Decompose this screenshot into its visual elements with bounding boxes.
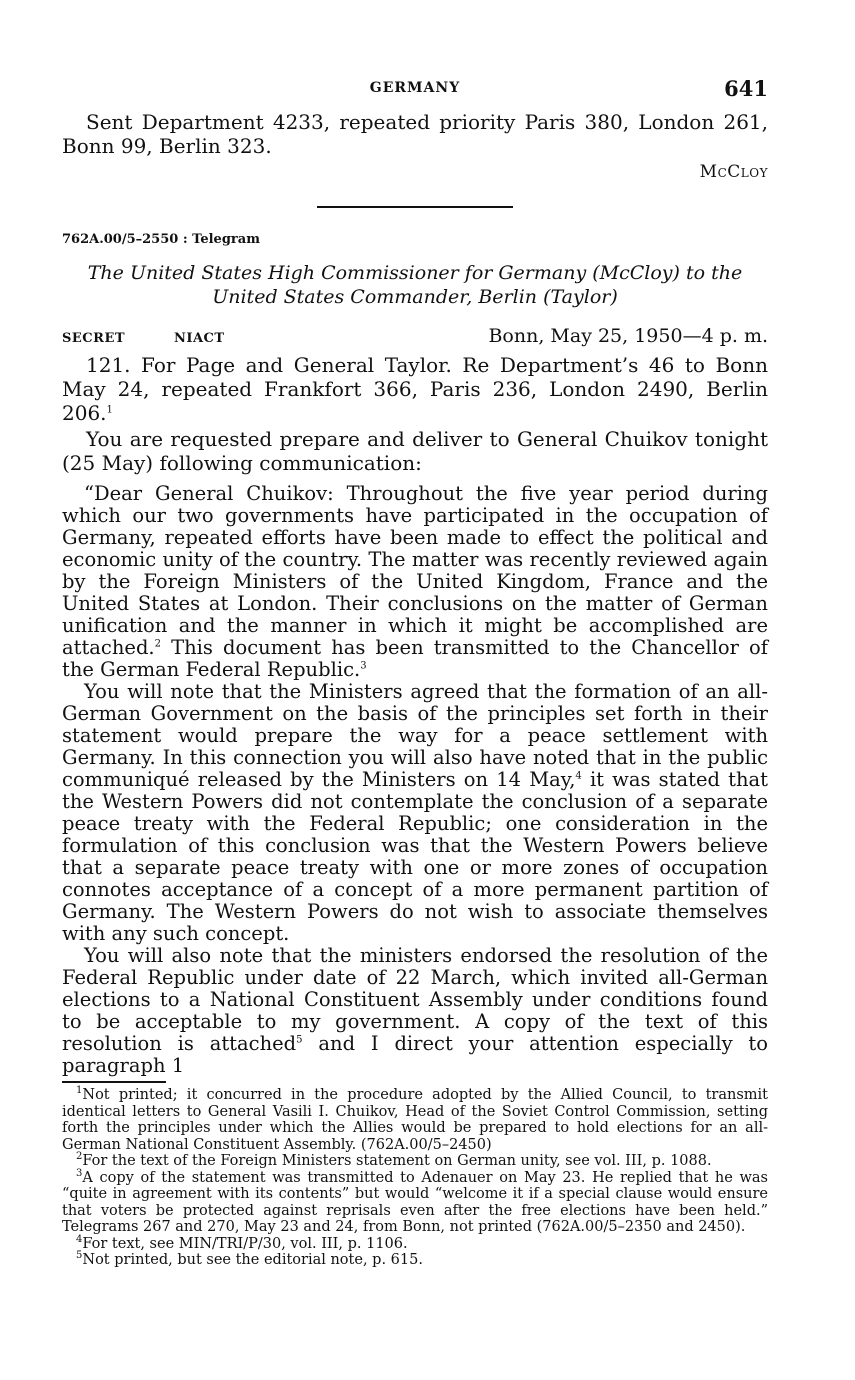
footnote-ref-1[interactable]: 1 (106, 404, 113, 416)
footnote-number: 1 (76, 1085, 83, 1097)
footnote-ref-3[interactable]: 3 (360, 660, 367, 672)
footnote-text: Not printed; it concurred in the procedure adopted by the Allied Council, to transmit identical letters to General Vasili I. Chuikov, Head of the Soviet Control Commission, setting forth the principles under which the Allies would be prepared to hold elections for an all-German National Constituent Assembly. (762A.00/5–2450) (62, 1087, 768, 1153)
footnote-number: 3 (76, 1167, 83, 1179)
body-paragraph-2: You are requested prepare and deliver to General Chuikov tonight (25 May) following communication: (62, 427, 768, 475)
section-divider (317, 206, 513, 208)
document-page (62, 74, 768, 1269)
document-title: The United States High Commissioner for Germany (McCloy) to the United States Commander, Berlin (Taylor) (87, 262, 743, 308)
footnote-number: 4 (76, 1233, 83, 1245)
footnote-text: Not printed, but see the editorial note, p. 615. (82, 1252, 423, 1268)
footnote-3 (62, 1167, 768, 1236)
footnote-divider (62, 1081, 166, 1083)
footnote-text: A copy of the statement was transmitted to Adenauer on May 23. He replied that he was “quite in agreement with its contents” but would “welcome it if a special clause would ensure that voters be protected against reprisals even after the free elections have been held.” Telegrams 267 and 270, May 23 and 24, from Bonn, not printed (762A.00/5–2350 and 2450). (62, 1169, 768, 1235)
quote-paragraph-1 (62, 483, 768, 681)
body-paragraph-1-text: 121. For Page and General Taylor. Re Department’s 46 to Bonn May 24, repeated Frankfort 366, Paris 236, London 2490, Berlin 206. (62, 353, 768, 425)
quote-paragraph-1-text: “Dear General Chuikov: Throughout the five year period during which our two governments have participated in the occupation of Germany, repeated efforts have been made to effect the political and economic unity of the country. The matter was recently reviewed again by the Foreign Ministers of the United Kingdom, France and the United States at London. Their conclusions on the matter of German unification and the manner in which it might be accomplished are attached. (62, 482, 768, 659)
quote-paragraph-3-cont: and I direct your attention especially to paragraph 1 (62, 1032, 769, 1077)
classification: SECRET (62, 331, 126, 346)
footnote-number: 5 (76, 1250, 83, 1262)
quote-paragraph-2 (62, 681, 768, 945)
sent-line: Sent Department 4233, repeated priority Paris 380, London 261, Bonn 99, Berlin 323. (62, 110, 768, 158)
running-head: GERMANY (369, 80, 461, 96)
quote-paragraph-2-cont: it was stated that the Western Powers did not contemplate the conclusion of a separate peace treaty with the Federal Republic; one consideration in the formulation of this conclusion was that the Western Powers believe that a separate peace treaty with one or more zones of occupation connotes acceptance of a concept of a more permanent partition of Germany. The Western Powers do not wish to associate themselves with any such concept. (62, 768, 768, 945)
quote-paragraph-3 (62, 945, 768, 1077)
footnote-ref-5[interactable]: 5 (296, 1034, 303, 1046)
distribution-marker: NIACT (174, 331, 225, 346)
footnote-1 (62, 1087, 768, 1153)
dateline (62, 325, 768, 351)
footnotes (62, 1087, 768, 1269)
footnote-ref-4[interactable]: 4 (575, 770, 582, 782)
page-header (62, 74, 768, 110)
footnote-4 (62, 1233, 768, 1253)
footnote-text: For text, see MIN/TRI/P/30, vol. III, p. 1106. (82, 1235, 408, 1252)
body-paragraph-1 (62, 353, 768, 425)
footnote-5 (62, 1252, 768, 1269)
quote-paragraph-1-cont: This document has been transmitted to the Chancellor of the German Federal Republic. (62, 636, 768, 681)
footnote-ref-2[interactable]: 2 (154, 638, 161, 650)
footnote-number: 2 (76, 1151, 83, 1163)
quote-paragraph-2-text: You will note that the Ministers agreed that the formation of an all-German Government on the basis of the principles set forth in their statement would prepare the way for a peace settlement with Germany. In this connection you will also have noted that in the public communiqué released by the Ministers on 14 May, (62, 680, 768, 791)
footnote-text: For the text of the Foreign Ministers statement on German unity, see vol. III, p. 1088. (82, 1153, 712, 1169)
page-number: 641 (724, 76, 768, 101)
quote-paragraph-3-text: You will also note that the ministers endorsed the resolution of the Federal Republic under date of 22 March, which invited all-German elections to a National Constituent Assembly under conditions found to be acceptable to my government. A copy of the text of this resolution is attached (62, 944, 768, 1055)
footnote-2 (62, 1153, 768, 1170)
place-date: Bonn, May 25, 1950—4 p. m. (488, 325, 768, 347)
signature: McCloy (699, 162, 768, 182)
file-reference: 762A.00/5–2550 : Telegram (62, 232, 260, 247)
